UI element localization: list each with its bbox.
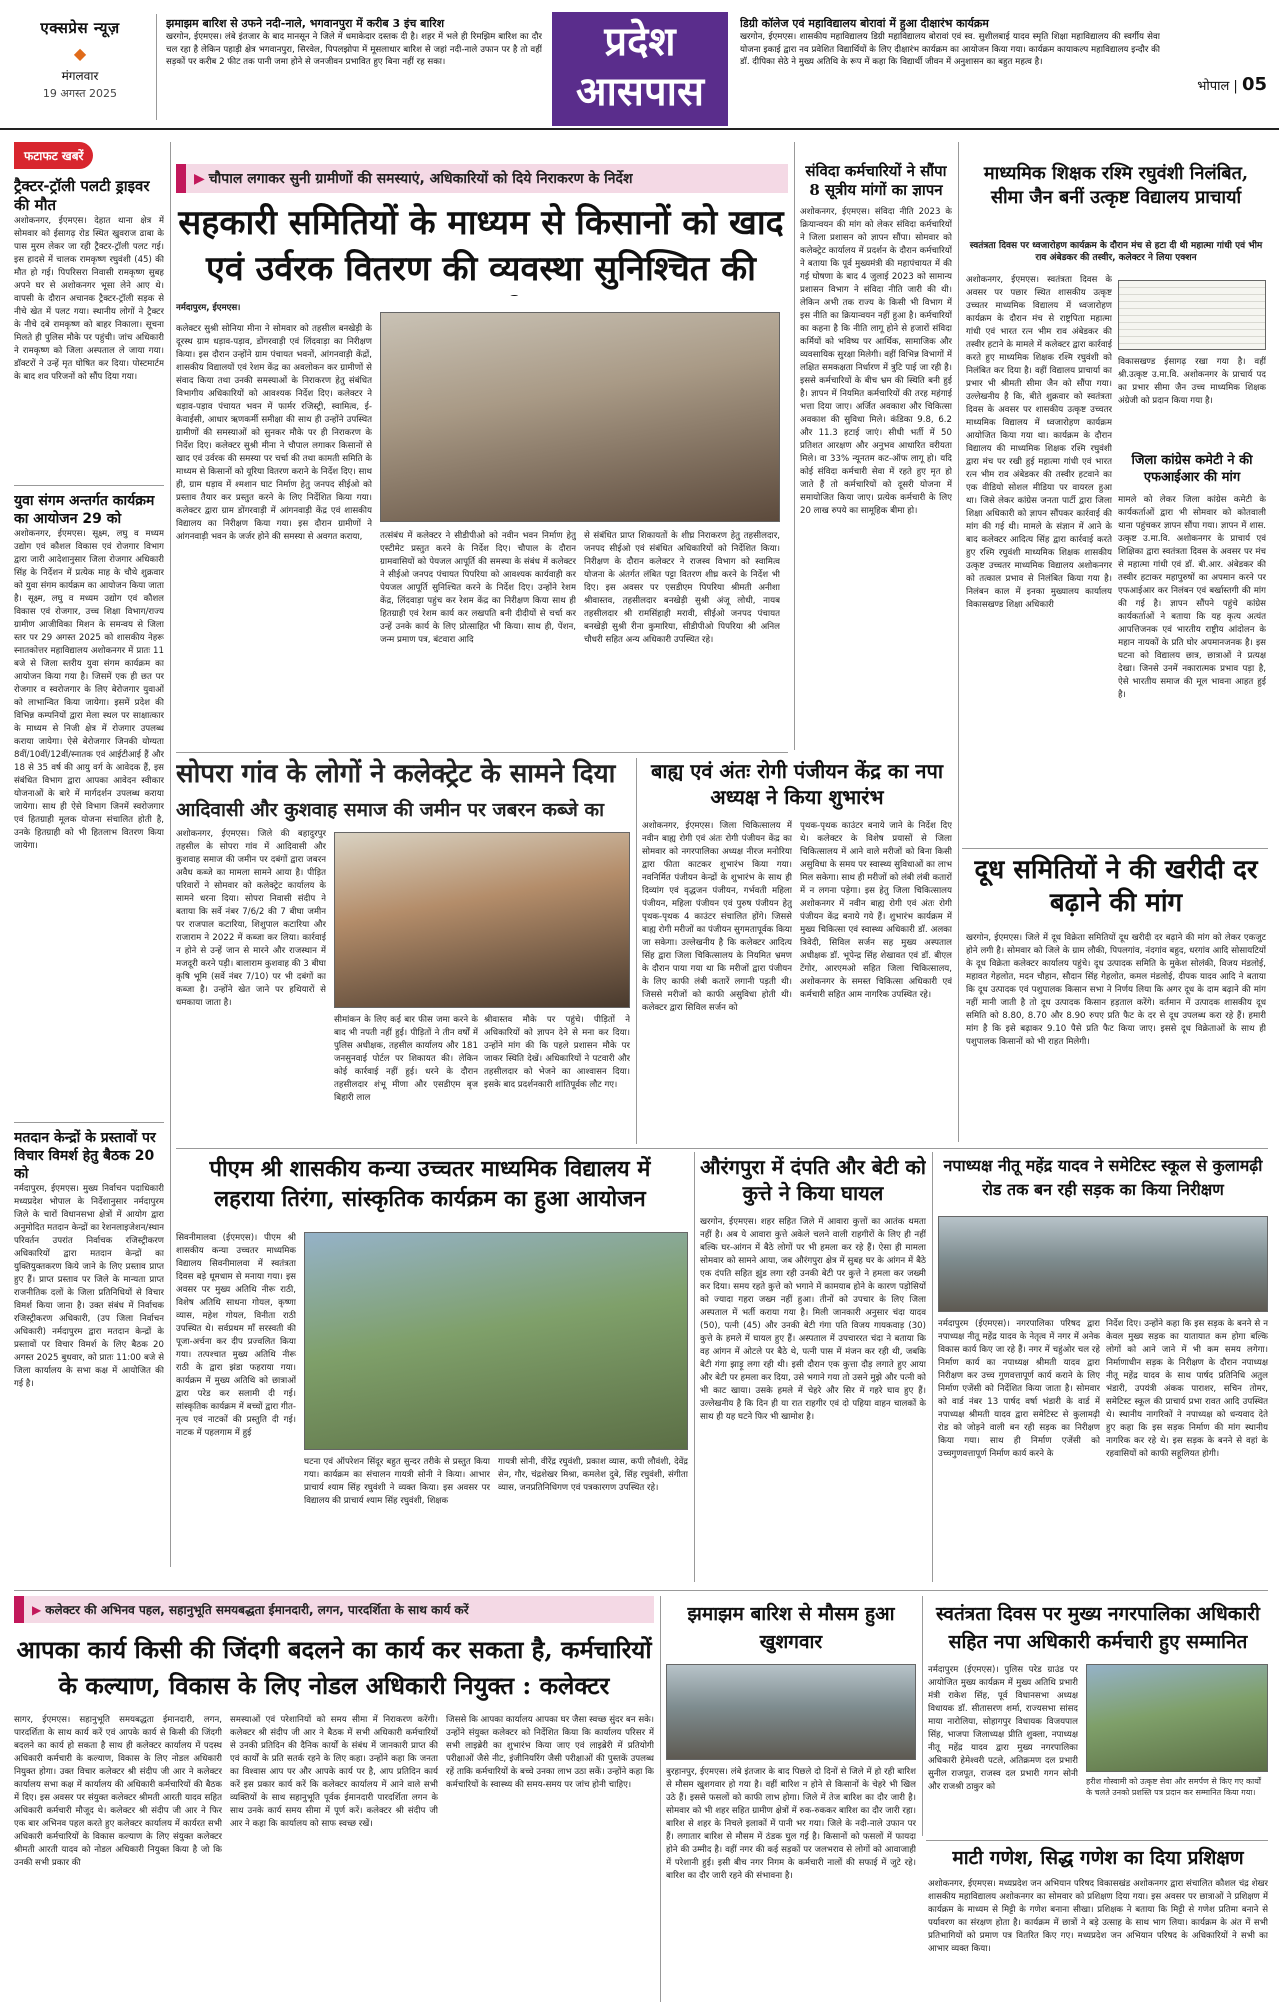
- barish-headline: झमाझम बारिश से मौसम हुआ खुशगवार: [687, 1603, 895, 1653]
- lead-headline: सहकारी समितियों के माध्यम से किसानों को खाद एवं उर्वरक वितरण की व्यवस्था सुनिश्चित की: [178, 203, 784, 289]
- sopra-photo: [334, 832, 630, 1008]
- column-rule: [922, 1596, 923, 1836]
- page-number: 05: [1241, 74, 1267, 95]
- swatantrata-caption: हरीश गोस्वामी को उत्कृष्ट सेवा और समर्पण से किए गए कार्यों के चलते उनको प्रशस्ति पत्र प्रदान कर सम्मानित किया गया।: [1086, 1777, 1261, 1797]
- triangle-icon: ▶: [32, 1603, 42, 1617]
- column-rule: [636, 758, 637, 1144]
- brand-ornament-icon: ◆: [73, 44, 87, 63]
- issue-day: मंगलवार: [61, 69, 99, 83]
- pmshri-text-2: घटना एवं ऑपरेशन सिंदूर बहुत सुन्दर तरीके से प्रस्तुत किया गया। कार्यक्रम का संचालन गायत्री सोनी ने किया। आभार प्राचार्य श्याम सिंह रघुवंशी ने व्यक्त किया। इस अवसर पर विद्यालय की प्राचार्य श्याम सिंह रघुवंशी, शिक्षक: [304, 1457, 490, 1506]
- lead-col1: [176, 302, 372, 742]
- sopra-text-1: अशोकनगर, ईएमएस। जिले की बहादुरपुर तहसील के सोपरा गांव में आदिवासी और कुशवाह समाज की जमीन पर दबंगों द्वारा जबरन अवैध कब्जे का मामला सामने आया है। पीड़ित परिवारों ने सोमवार को कलेक्ट्रेट कार्यालय के सामने धरना दिया। सोपरा निवासी संदीप ने बताया कि सर्वे नंबर 7/6/2 की 7 बीघा जमीन पर राजपाल कटारिया, शिशुपाल कटारिया और राजाराम ने 2022 में कब्जा कर लिया। कार्रवाई न होने से उन्हें जान से मारने और राजस्थान में मजदूरी करने पड़ी। बालाराम कुशवाह की 3 बीघा कृषि भूमि (सर्वे नंबर 7/10) पर भी दबंगों का कब्जा है। उन्होंने खेत जाने पर हथियारों से धमकाया जाता है।: [176, 829, 326, 1008]
- sagar-text-2: समस्याओं एवं परेशानियों को समय सीमा में निराकरण करेंगी। कलेक्टर श्री संदीप जी आर ने बैठक में सभी अधिकारी कर्मचारियों से उनकी प्रतिदिन की दैनिक कार्यों के संबंध में जानकारी प्राप्त की एवं कार्यों के प्रति सतर्क रहने के लिए कहा। उन्होंने कहा कि जनता का विश्वास आप पर और आपके कार्य पर है, आप प्रतिदिन कार्य करें इस प्रकार कार्य करें कि कलेक्टर कार्यालय में आने वाले सभी व्यक्तियों के साथ सहानुभूति पूर्वक ईमानदारी पारदर्शिता लगन के साथ उनके कार्य समय सीमा में पूर्ण करें। कलेक्टर श्री संदीप जी आर ने कहा कि कार्यालय को साफ स्वच्छ रखें।: [230, 1715, 438, 1829]
- nitu-text-2: निर्देश दिए। उन्होंने कहा कि इस सड़क के बनने से न केवल मुख्य सड़क का यातायात कम होगा बल्कि लोगों को आने जाने में भी कम समय लगेगा। निर्माणाधीन सड़क के निरीक्षण के दौरान नपाध्यक्ष नीतू महेंद्र यादव के साथ पार्षद प्रतिनिधि अतुल भंडारी, उपयंत्री अंकक पाराशर, सचिन तोमर, समेटिस्ट स्कूल की प्राचार्य प्रभा रावत आदि उपस्थित थे। स्थानीय नागरिकों ने नपाध्यक्ष को धन्यवाद देते हुए कहा कि इस सड़क निर्माण की मांग स्थानीय नागरिक कर रहे थे। इस सड़क के बनने से वहां के रहवासियों को काफी सहूलियत होगी।: [1106, 1319, 1268, 1459]
- rail-divider: [14, 485, 164, 486]
- barish-text: बुरहानपुर, ईएमएस। लंबे इंतजार के बाद पिछले दो दिनों से जिले में हो रही बारिश से मौसम खुशगवार हो गया है। वहीं बारिश न होने से किसानों के चेहरे भी खिल उठे हैं। इससे फसलों को काफी लाभ होगा। जिले में तेज बारिश का दौर जारी है। सोमवार को भी शहर सहित ग्रामीण क्षेत्रों में रुक-रुककर बारिश का दौर जारी रहा। बारिश से शहर के निचले इलाकों में पानी भर गया। जिले के नदी-नाले उफान पर हैं। लगातार बारिश से मौसम में ठंडक घुल गई है। किसानों को फसलों में फायदा होने की उम्मीद है। वहीं नगर की कई सड़कों पर जलभराव से लोगों को आवाजाही में परेशानी हुई। इसी बीच नगर निगम के कर्मचारी नालों की सफाई में जुटे रहे। बारिश का दौर जारी रहने की संभावना है।: [666, 1767, 916, 1881]
- column-rule: [660, 1596, 661, 2002]
- pmshri-headline: पीएम श्री शासकीय कन्या उच्चतर माध्यमिक विद्यालय में लहराया तिरंगा, सांस्कृतिक कार्यक्रम का हुआ आयोजन: [209, 1156, 651, 1212]
- left-rail: [14, 142, 164, 1560]
- sagar-headline: आपका कार्य किसी की जिंदगी बदलने का कार्य कर सकता है, कर्मचारियों के कल्याण, विकास के लिए नोडल अधिकारी नियुक्त : कलेक्टर: [16, 1635, 652, 1700]
- column-rule: [932, 1152, 933, 1582]
- rashmi-text-3: मामले को लेकर जिला कांग्रेस कमेटी के कार्यकर्ताओं द्वारा भी सोमवार को कोतवाली थाना पहुंचकर ज्ञापन सौंपा गया। ज्ञापन में शास. उत्कृष्ट उ.मा.वि. अशोकनगर के प्राचार्य एवं शिक्षिका द्वारा स्वतंत्रता दिवस के अवसर पर मंच से महात्मा गांधी एवं डॉ. बी.आर. अंबेडकर की तस्वीर हटाकर महापुरुषों का अपमान करने पर एफआईआर कर निलंबन एवं बर्खास्तगी की मांग की गई है। ज्ञापन सौंपने पहुंचे कांग्रेस कार्यकर्ताओं ने बताया कि यह कृत्य अत्यंत आपत्तिजनक एवं भारतीय राष्ट्रीय आंदोलन के महान नायकों के प्रति घोर अपमानजनक है। इस घटना को विद्यालय छात्र, छात्राओं ने प्रत्यक्ष देखा। जिनसे उनमें नकारात्मक प्रभाव पड़ा है, ऐसे भारतीय समाज की मूल भावना आहत हुई है।: [1118, 495, 1266, 700]
- rashmi-document-image: [1118, 280, 1266, 350]
- doodh-headline: दूध समितियों ने की खरीदी दर बढ़ाने की मांग: [974, 855, 1258, 918]
- section-title: [552, 12, 728, 126]
- pmshri-text-1: सिवनीमालवा (ईएमएस)। पीएम श्री शासकीय कन्या उच्चतर माध्यमिक विद्यालय सिवनीमालवा में स्वतंत्रता दिवस बड़े धूमधाम से मनाया गया। इस अवसर पर मुख्य अतिथि नीरू राठी, विशेष अतिथि साधना गोयल, कृष्णा व्यास, महेश गोयल, विनीता राठी उपस्थित थे। सर्वप्रथम माँ सरस्वती की पूजा-अर्चना कर दीप प्रज्वलित किया गया। तत्पश्चात मुख्य अतिथि नीरू राठी के द्वारा झंडा फहराया गया। कार्यक्रम में मुख्य अतिथि को छात्राओं द्वारा परेड कर सलामी दी गई। सांस्कृतिक कार्यक्रम में बच्चों द्वारा गीत-नृत्य एवं नाटकों की प्रस्तुति दी गई। नाटक में पहलगाम में हुई: [176, 1233, 296, 1438]
- swatantrata-headline: स्वतंत्रता दिवस पर मुख्य नगरपालिका अधिकारी सहित नपा अधिकारी कर्मचारी हुए सम्मानित: [936, 1603, 1260, 1653]
- aurang-headline: औरंगपुरा में दंपति और बेटी को कुत्ते ने किया घायल: [700, 1155, 926, 1205]
- section-title-line2: आसपास: [575, 68, 705, 115]
- rashmi-headline: माध्यमिक शिक्षक रश्मि रघुवंशी निलंबित, सीमा जैन बनीं उत्कृष्ट विद्यालय प्राचार्या: [983, 163, 1249, 208]
- samvida-title: संविदा कर्मचारियों ने सौंपा 8 सूत्रीय मांगों का ज्ञापन: [805, 162, 947, 199]
- rail-story3-title: मतदान केन्द्रों के प्रस्तावों पर विचार विमर्श हेतु बैठक 20 को: [14, 1130, 156, 1182]
- masthead-story-left-title: झमाझम बारिश से उफने नदी-नाले, भगवानपुरा में करीब 3 इंच बारिश: [166, 17, 445, 30]
- samvida-text: अशोकनगर, ईएमएस। संविदा नीति 2023 के क्रियान्वयन की मांग को लेकर संविदा कर्मचारियों ने जिला प्रशासन को ज्ञापन सौंपा। सोमवार को कलेक्ट्रेट कार्यालय में प्रदर्शन के दौरान कर्मचारियों ने बताया कि पूर्व मुख्यमंत्री की महापंचायत में की गई घोषणा के बाद 4 जुलाई 2023 को सामान्य प्रशासन विभाग ने संविदा नीति जारी की थी। लेकिन अभी तक राज्य के किसी भी विभाग में इस नीति का क्रियान्वयन नहीं हुआ है। कर्मचारियों का कहना है कि नीति लागू होने से हजारों संविदा कर्मियों को भविष्य पर आर्थिक, सामाजिक और व्यवसायिक सुरक्षा मिलेगी। वहीं विभिन्न विभागों में लक्षित समकक्षता निर्धारण में त्रुटि पाई जा रही है। इससे कर्मचारियों के बीच भ्रम की स्थिति बनी हुई है। ज्ञापन में नियमित कर्मचारियों की तरह महंगाई भत्ता दिया जाए। अर्जित अवकाश और चिकित्सा अवकाश की सुविधा मिले। कंडिका 9.8, 6.2 और 11.3 हटाई जाएं। सीधी भर्ती में 50 प्रतिशत आरक्षण और अनुभव आधारित वरीयता मिले। वा 33% न्यूनतम कट-ऑफ लागू हो। यदि कोई संविदा कर्मचारी सेवा में रहते हुए मृत हो जाते हैं तो कर्मचारियों को दूसरी योजना में समायोजित किया जाए। प्रत्येक कर्मचारी के लिए 20 लाख रुपये का सामूहिक बीमा हो।: [800, 207, 952, 516]
- swatantrata-text: नर्मदापुरम (ईएमएस)। पुलिस परेड ग्राउंड पर आयोजित मुख्य कार्यक्रम में मुख्य अतिथि प्रभारी मंत्री राकेश सिंह, पूर्व विधानसभा अध्यक्ष विधायक डॉ. सीतासरण शर्मा, राज्यसभा सांसद माया नारोलिया, सोहागपुर विधायक विजयपाल सिंह, भाजपा जिलाध्यक्ष प्रीति शुक्ला, नपाध्यक्ष नीतू महेंद्र यादव द्वारा मुख्य नगरपालिका अधिकारी हेमेश्वरी पटले, अतिक्रमण दल प्रभारी सुनील राजपूत, राजस्व दल प्रभारी गगन सोनी और राजश्री ठाकुर को: [928, 1665, 1078, 1792]
- lead-dateline: नर्मदापुरम, ईएमएस।: [176, 303, 241, 313]
- bal-text-2: पृथक-पृथक काउंटर बनाये जाने के निर्देश दिए थे। कलेक्टर के विशेष प्रयासों से जिला चिकित्सालय में आने वाले मरीजों को बिना किसी असुविधा के समय पर स्वास्थ्य सुविधाओं का लाभ मिल सकेगा। साथ ही मरीजों को लंबी लंबी कतारों में न लगना पड़ेगा। इस हेतु जिला चिकित्सालय अशोकनगर में नवीन बाह्य रोगी एवं अंतः रोगी पंजीयन केंद्र बनाये गये हैं। शुभारंभ कार्यक्रम में मुख्य चिकित्सा एवं स्वास्थ्य अधिकारी डॉ. अलका त्रिवेदी, सिविल सर्जन सह मुख्य अस्पताल अधीक्षक डॉ. भूपेन्द्र सिंह शेखावत एवं डॉ. बीएल टेंगोर, आरएमओ सहित जिला चिकित्सालय, अशोकनगर के समस्त चिकित्सा अधिकारी एवं कर्मचारी सहित आम नागरिक उपस्थित रहे।: [800, 821, 952, 1000]
- sagar-text-1: सागर, ईएमएस। सहानुभूति समयबद्धता ईमानदारी, लगन, पारदर्शिता के साथ कार्य करें एवं आपके कार्य से किसी की जिंदगी बदलने का कार्य हो सकता है साथ ही कलेक्टर कार्यालय में पदस्थ अधिकारी कर्मचारी के कल्याण, विकास के लिए नोडल अधिकारी नियुक्त होगा। उक्त विचार कलेक्टर श्री संदीप जी आर ने कलेक्टर कार्यालय सभा कक्ष में कार्यालय की अधिकारी कर्मचारियों की बैठक में दिए। इस अवसर पर संयुक्त कलेक्टर श्रीमती आरती यादव सहित अधिकारी कर्मचारी मौजूद थे। कलेक्टर श्री संदीप जी आर ने फिर एक बार अभिनव पहल करते हुए कलेक्टर कार्यालय में कार्यरत सभी अधिकारी कर्मचारियों के विकास कल्याण के लिए संयुक्त कलेक्टर श्रीमती आरती यादव को नोडल अधिकारी नियुक्त किया है जो कि उनकी सभी प्रकार की: [14, 1715, 222, 1868]
- rashmi-text-2: विकासखण्ड ईसागढ़ रखा गया है। वहीं श्री.उत्कृष्ट उ.मा.वि. अशोकनगर के प्राचार्य पद का प्रभार सीमा जैन उच्च माध्यमिक शिक्षक अंग्रेजी को प्रदान किया गया है।: [1118, 357, 1266, 406]
- quick-news-tag: फटाफट खबरें: [14, 142, 93, 169]
- masthead: [0, 0, 1279, 130]
- doodh-text: खरगोन, ईएमएस। जिले में दूध विक्रेता समितियों दूध खरीदी दर बढ़ाने की मांग को लेकर एकजुट होने लगी है। सोमवार को जिले के ग्राम लौकी, पिपलगांव, नंदगांव बहुद, धरगांव आदि सोसायटियों के दूध विक्रेता कलेक्टर कार्यालय पहुंचे। दूध उत्पादक समिति के मुकेश सोलंकी, विजय मंडलोई, महावत गेहलोत, मदन चौहान, सौदान सिंह गेहलोत, कमल मंडलोई, दीपक यादव आदि ने बताया कि दूध उत्पादक एवं पशुपालक किसान सभा ने निर्णय लिया कि अगर दूध के दाम बढ़ाने की मांग नहीं मानी जाती है तो दूध उत्पादक किसान हड़ताल करेंगे। वर्तमान में उत्पादक शासकीय दूध समिति को 8.80, 8.70 और 8.90 रुपए प्रति फैट के दर से दूध उपलब्ध करा रहे हैं। हमारी मांग है कि इसे बढ़ाकर 9.10 पैसे प्रति फैट किया जाए। इससे दूध विक्रेताओं के साथ ही पशुपालक किसानों को भी राहत मिलेगी।: [966, 933, 1266, 1047]
- brand-name: एक्सप्रेस न्यूज़: [40, 19, 120, 37]
- page-city: भोपाल: [1197, 79, 1230, 94]
- column-rule: [794, 142, 795, 750]
- section-divider: [926, 1840, 1268, 1841]
- section-divider: [176, 1148, 1268, 1149]
- masthead-story-left-text: खरगोन, ईएमएस। लंबे इंतजार के बाद मानसून ने जिले में धमाकेदार दस्तक दी है। शहर में भले ही रिमझिम बारिश का दौर चल रहा है लेकिन पहाड़ी क्षेत्र भगवानपुरा, सिरवेल, पिपलझोपा में मूसलाधार बारिश से जहां नदी-नाले उफान पर है तो वहीं सड़कों पर करीब 2 फीट तक पानी जमा होने से जनजीवन प्रभावित हुए बिना नहीं रह सका।: [166, 32, 542, 67]
- masthead-story-left: [166, 16, 542, 124]
- lead-text-1: कलेक्टर सुश्री सोनिया मीना ने सोमवार को तहसील बनखेड़ी के दूरस्थ ग्राम धड़ाव-पड़ाव, डोंगरवाड़ी एवं लिंदवाड़ा का निरीक्षण किया। इस दौरान उन्होंने ग्राम पंचायत भवनों, आंगनवाड़ी केंद्रों, शासकीय विद्यालयों एवं रेशम केंद्र का अवलोकन कर ग्रामीणों से संवाद किया तथा उनकी समस्याओं के निराकरण हेतु संबंधित विभागीय अधिकारियों को आवश्यक निर्देश दिए। कलेक्टर ने धड़ाव-पड़ाव पंचायत भवन में फार्मर रजिस्ट्री, स्वामित्व, ई-केवाईसी, आधार ऋणकर्मी समीक्षा की साथ ही उन्होंने उपस्थित ग्रामीणों की समस्याओं को सुनकर मौके पर ही निराकरण के निर्देश दिए। कलेक्टर सुश्री मीना ने चौपाल लगाकर किसानों से खाद एवं उर्वरक की समस्या पर चर्चा की तथा कामती समिति के माध्यम से किसानों को यूरिया वितरण कराने के निर्देश दिए। साथ ही, ग्राम धड़ाव में श्मशान घाट निर्माण हेतु जनपद सीईओ को प्रस्ताव तैयार कर प्रस्तुत करने के लिए निर्देशित किया गया। कलेक्टर द्वारा ग्राम डोंगरवाड़ी में आंगनवाड़ी केंद्र एवं शासकीय विद्यालय का निरीक्षण किया गया। इस दौरान ग्रामीणों ने आंगनवाड़ी भवन के जर्जर होने की समस्या से अवगत कराया,: [176, 324, 372, 542]
- issue-date: 19 अगस्त 2025: [42, 87, 118, 100]
- lead-kicker: [176, 164, 788, 194]
- samvida-story: [800, 162, 952, 752]
- mati-text: अशोकनगर, ईएमएस। मध्यप्रदेश जन अभियान परिषद विकासखंड अशोकनगर द्वारा संचालित कौशल चंद्र शेखर शासकीय महाविद्यालय अशोकनगर का सोमवार को प्रशिक्षण दिया गया। इस अवसर पर छात्राओं ने प्रशिक्षण में कार्यक्रम के माध्यम से मिट्टी के गणेश बनाना सीखा। प्रशिक्षक ने बताया कि मिट्टी से गणेश प्रतिमा बनाने से पर्यावरण का संरक्षण होता है। कार्यक्रम में छात्रों ने बड़े उत्साह के साथ भाग लिया। कार्यक्रम के अंत में सभी प्रतिभागियों को प्रमाण पत्र वितरित किए गए। मध्यप्रदेश जन अभियान परिषद के अधिकारियों ने सभी का आभार व्यक्त किया।: [928, 1879, 1268, 1954]
- bal-headline: बाह्य एवं अंतः रोगी पंजीयन केंद्र का नपा अध्यक्ष ने किया शुभारंभ: [650, 759, 944, 809]
- nitu-headline: नपाध्यक्ष नीतू महेंद्र यादव ने समेटिस्ट स्कूल से कुलामढ़ी रोड तक बन रही सड़क का किया निरीक्षण: [943, 1156, 1263, 1199]
- rail-story2-text: अशोकनगर, ईएमएस। सूक्ष्म, लघु व मध्यम उद्योग एवं कौशल विकास एवं रोजगार विभाग द्वारा जारी आदेशानुसार जिला रोजगार अधिकारी सिंह के निर्देशन में प्रत्येक माह के चौथे शुक्रवार को युवा संगम कार्यक्रम का आयोजन किया जाता है। सूक्ष्म, लघु व मध्यम उद्योग एवं कौशल विकास एवं रोजगार, उच्च शिक्षा विभाग/राज्य ग्रामीण आजीविका मिशन के समन्वय से जिला स्तर पर 29 अगस्त 2025 को शासकीय नेहरू स्नातकोत्तर महाविद्यालय अशोकनगर में प्रातः 11 बजे से जिला स्तरीय युवा संगम कार्यक्रम का आयोजन किया गया है। जिसमें एक ही छत पर रोजगार व स्वरोजगार के लिए बेरोजगार युवाओं को लाभान्वित किया जायेगा। इसमें प्रदेश की विभिन्न कम्पनियों द्वारा मेला स्थल पर साक्षात्कार के माध्यम से निजी क्षेत्र में रोजगार उपलब्ध कराया जायेगा। ऐसे बेरोजगार जिनकी योग्यता 8वीं/10वीं/12वीं/स्नातक एवं आईटीआई हैं और 18 से 35 वर्ष की आयु वर्ग के आवेदक हैं, इस संबंधित विभाग द्वारा आपका आवेदन स्वीकार योजनाओं के बारे में मार्गदर्शन उपलब्ध कराया जायेगा। साथ ही ऐसे विभाग जिनमें स्वरोजगार एवं हितग्राही मूलक योजना संचालित होती है, उनके हितग्राही को भी हितलाभ वितरण किया जायेगा।: [14, 529, 164, 851]
- pmshri-text-3: गायत्री सोनी, वीरेंद्र रघुवंशी, प्रकाश व्यास, कपी लौवंशी, देवेंद्र सेन, गौर, चंद्रशेखर मिश्रा, कमलेश दुबे, सिंह रघुवंशी, संगीता व्यास, जनप्रतिनिधिगण एवं पत्रकारगण उपस्थित रहे।: [498, 1457, 688, 1493]
- rail-story3-text: नर्मदापुरम, ईएमएस। मुख्य निर्वाचन पदाधिकारी मध्यप्रदेश भोपाल के निर्देशानुसार नर्मदापुरम जिले के चारों विधानसभा क्षेत्रों में आयोग द्वारा अनुमोदित मतदान केन्द्रों का रेशनलाइजेशन/स्थान परिवर्तन उपरांत निर्वाचक रजिस्ट्रीकरण अधिकारियों द्वारा मतदान केन्द्रों का युक्तियुक्तकरण किये जाने के लिए प्रस्ताव प्राप्त हुए हैं। प्राप्त प्रस्ताव पर जिले के मान्यता प्राप्त राजनीतिक दलों के जिला प्रतिनिधियों से विचार विमर्श किया जाना है। उक्त संबंध में निर्वाचक रजिस्ट्रीकरण अधिकारी, (उप जिला निर्वाचन अधिकारी) नर्मदापुरम द्वारा मतदान केन्द्रों के प्रस्तावों पर विचार विमर्श के लिए बैठक 20 अगस्त 2025 बुधवार, को प्रातः 11:00 बजे से जिला कार्यालय के सभा कक्ष में आयोजित की गई है।: [14, 1184, 164, 1389]
- sagar-text-3: जिससे कि आपका कार्यालय आपका घर जैसा स्वच्छ सुंदर बन सके। उन्होंने संयुक्त कलेक्टर को निर्देशित किया कि कार्यालय परिसर में सभी लाइब्रेरी का शुभारंभ किया जाए एवं लाइब्रेरी में प्रतियोगी परीक्षाओं जैसे नीट, इंजीनियरिंग जैसी परीक्षाओं की पुस्तकें उपलब्ध रहें ताकि कर्मचारियों के बच्चे उनका लाभ उठा सकें। उन्होंने कहा कि कर्मचारियों के स्वास्थ्य की समय-समय पर जांच होनी चाहिए।: [446, 1715, 654, 1790]
- lead-text-2: तत्संबंध में कलेक्टर ने सीडीपीओ को नवीन भवन निर्माण हेतु एस्टीमेट प्रस्तुत करने के निर्देश दिए। चौपाल के दौरान ग्रामवासियों को पेयजल आपूर्ति की समस्या के संबंध में कलेक्टर ने सीईओ जनपद पंचायत पिपरिया को आवश्यक कार्यवाही कर पेयजल आपूर्ति सुनिश्चित करने के निर्देश दिए। उन्होंने रेशम केंद्र, लिंदवाड़ा पहुंच कर रेशम केंद्र का निरीक्षण किया साथ ही हितग्राही एवं रेशम कार्य कर लखपति बनी दीदीयों से चर्चा कर उन्हें उनके कार्य के लिए प्रोत्साहित भी किया। साथ ही, पेंशन, जन्म प्रमाण पत्र, बंटवारा आदि: [380, 531, 576, 645]
- rail-story1-text: अशोकनगर, ईएमएस। देहात थाना क्षेत्र में सोमवार को ईसागढ़ रोड स्थित खुवराज ढाबा के पास मुरम लेकर जा रही ट्रैक्टर-ट्रॉली पलट गई। इस हादसे में चालक रामकृष्ण रघुवंशी (45) की मौत हो गई। पिपरिसरा निवासी रामकृष्ण सुबह अपने घर से अशोकनगर भूसा लेने आए थे। वापसी के दौरान अचानक ट्रैक्टर-ट्रॉली सड़क से नीचे खेत में पलट गया। स्थानीय लोगों ने ट्रैक्टर के नीचे दबे रामकृष्ण को बाहर निकाला। सूचना मिलते ही पुलिस मौके पर पहुंची। जांच अधिकारी ने रामकृष्ण को जिला अस्पताल ले जाया गया। डॉक्टरों ने उन्हें मृत घोषित कर दिया। पोस्टमार्टम के बाद शव परिजनों को सौंप दिया गया।: [14, 216, 164, 382]
- rail-story2-title: युवा संगम अन्तर्गत कार्यक्रम का आयोजन 29 को: [14, 493, 155, 527]
- sagar-kicker-text: कलेक्टर की अभिनव पहल, सहानुभूति समयबद्धता ईमानदारी, लगन, पारदर्शिता के साथ कार्य करें: [45, 1603, 469, 1617]
- lead-photo: [380, 312, 780, 522]
- rashmi-subheadline-2: जिला कांग्रेस कमेटी ने की एफआईआर की मांग: [1131, 453, 1253, 485]
- masthead-story-right: [740, 16, 1160, 124]
- sopra-text-2: सीमांकन के लिए कई बार फीस जमा करने के बाद भी नपती नहीं हुई। पीड़ितों ने तीन वर्षों में पुलिस अधीक्षक, तहसील कार्यालय और 181 जनसुनवाई पोर्टल पर शिकायत की। लेकिन कोई कार्रवाई नहीं हुई। धरने के दौरान तहसीलदार शंभू मीणा और एसडीएम बृज बिहारी लाल: [334, 1015, 478, 1103]
- column-rule: [170, 142, 171, 1567]
- bal-text-1: अशोकनगर, ईएमएस। जिला चिकित्सालय में नवीन बाह्य रोगी एवं अंतः रोगी पंजीयन केंद्र का सोमवार को नगरपालिका अध्यक्ष नीरज मनोरिया द्वारा फीता काटकर शुभारंभ किया गया। नवनिर्मित पंजीयन केन्द्रों के शुभारंभ के साथ ही दिव्यांग एवं वृद्धजन पंजीयन, गर्भवती महिला पंजीयन, महिला पंजीयन एवं पुरुष पंजीयन हेतु पृथक-पृथक 4 काउंटर संचालित होंगे। जिससे बाह्य रोगी मरीजों का पंजीयन सुगमतापूर्वक किया जा सकेगा। उल्लेखनीय है कि कलेक्टर आदित्य सिंह द्वारा जिला चिकित्सालय के नियमित भ्रमण के दौरान पाया गया था कि मरीजों द्वारा पंजीयन के लिए काफी लंबी कतारें लगानी पड़ती थी। जिससे मरीजों को काफी असुविधा होती थी। कलेक्टर द्वारा सिविल सर्जन को: [642, 821, 792, 1013]
- mati-headline: माटी गणेश, सिद्ध गणेश का दिया प्रशिक्षण: [952, 1847, 1244, 1869]
- lead-kicker-text: चौपाल लगाकर सुनी ग्रामीणों की समस्याएं, अधिकारियों को दिये निराकरण के निर्देश: [208, 171, 633, 187]
- page-identifier: भोपाल | 05: [1197, 74, 1267, 95]
- aurang-text: खरगोन, ईएमएस। शहर सहित जिले में आवारा कुत्तों का आतंक थमता नहीं है। अब ये आवारा कुत्ते अकेले चलने वाली राहगीरों के लिए ही नहीं बल्कि घर-आंगन में बैठे लोगों पर भी हमला कर रहे हैं। ऐसा ही मामला सोमवार को सामने आया, जब औरंगपुरा क्षेत्र में सुबह घर के आंगन में बैठे एक दंपति सहित झुंड लगा रही उनकी बेटी पर कुत्ते ने हमला कर जख्मी कर दिया। समय रहते कुत्ते को भगाने में कामयाब होने के कारण पड़ोसियों को ज्यादा गहरा जख्म नहीं हुआ। तीनों को उपचार के लिए जिला अस्पताल में भर्ती कराया गया है। मिली जानकारी अनुसार चंदा यादव (50), पत्नी (45) और उनकी बेटी गंगा पति विजय गायकवाड़ (30) कुत्ते के हमले में घायल हुए हैं। अस्पताल में उपचाररत चंदा ने बताया कि वह आंगन में ओटले पर बैठे थे, पत्नी पास में मंजन कर रही थी, जबकि बेटी गंगा झाड़ू लगा रही थी। इसी दौरान एक कुत्ता दौड़ लगाते हुए आया और बेटी पर हमला कर दिया, उसे भगाने गया तो उसने मुझे और पत्नी को भी काट खाया। उसके हमले में चेहरे और सिर में गहरे घाव हुए हैं। उल्लेखनीय है कि दिन ही या रात राहगीर एवं दो पहिया वाहन चालकों के साथ ही यह घटने फिर भी खामोश है।: [700, 1217, 926, 1422]
- swatantrata-photo: [1086, 1664, 1268, 1772]
- rashmi-subheadline: स्वतंत्रता दिवस पर ध्वजारोहण कार्यक्रम के दौरान मंच से हटा दी थी महात्मा गांधी एवं भीम राव अंबेडकर की तस्वीर, कलेक्टर ने लिया एक्शन: [969, 241, 1263, 263]
- triangle-icon: ▶: [194, 171, 205, 187]
- barish-photo: [666, 1664, 916, 1760]
- sagar-kicker: [14, 1596, 654, 1626]
- rashmi-text-1: अशोकनगर, ईएमएस। स्वतंत्रता दिवस के अवसर पर पछार स्थित शासकीय उत्कृष्ट उच्चतर माध्यमिक विद्यालय में ध्वजारोहण कार्यक्रम के दौरान मंच से राष्ट्रपिता महात्मा गांधी एवं भारत रत्न भीम राव अंबेडकर की तस्वीर हटाने के मामले में कलेक्टर द्वारा कार्रवाई करते हुए माध्यमिक शिक्षक रश्मि रघुवंशी को निलंबित कर दिया है। वहीं विद्यालय प्राचार्या का प्रभार भी श्रीमती सीमा जैन को सौंपा गया। उल्लेखनीय है कि, बीते शुक्रवार को स्वतंत्रता दिवस के अवसर पर शासकीय उत्कृष्ट उच्चतर माध्यमिक विद्यालय में ध्वजारोहण कार्यक्रम आयोजित किया गया था। कार्यक्रम के दौरान विद्यालय की माध्यमिक शिक्षक रश्मि रघुवंशी द्वारा मंच पर रखी हुई महात्मा गांधी एवं भारत रत्न भीम राव अंबेडकर की तस्वीर हटवाने का एक वीडियो सोशल मीडिया पर वायरल हुआ था। जिसे लेकर कांग्रेस जनता पार्टी द्वारा जिला शिक्षा अधिकारी को ज्ञापन सौंपकर कार्रवाई की मांग की गई थी। मामले के संज्ञान में आने के बाद कलेक्टर आदित्य सिंह द्वारा कार्रवाई करते हुए रश्मि रघुवंशी माध्यमिक शिक्षक शासकीय उत्कृष्ट उच्चतर माध्यमिक विद्यालय अशोकनगर को तत्काल प्रभाव से निलंबित किया गया है। निलंबन काल में इनका मुख्यालय कार्यालय विकासखण्ड शिक्षा अधिकारी: [966, 275, 1112, 610]
- nitu-text-1: नर्मदापुरम (ईएमएस)। नगरपालिका परिषद द्वारा नपाध्यक्ष नीतू महेंद्र यादव के नेतृत्व में नगर में अनेक विकास कार्य किए जा रहे हैं। नगर में चहुंओर चल रहे निर्माण कार्य का नपाध्यक्ष श्रीमती यादव द्वारा निरीक्षण कर उच्च गुणवत्तापूर्ण कार्य कराने के लिए निर्माण एजेंसी को निर्देशित किया जाता है। सोमवार को वार्ड नंबर 13 पार्षद वर्षा भंडारी के वार्ड में नपाध्यक्ष श्रीमती यादव द्वारा समेटिस्ट से कुलामढ़ी रोड को जोड़ने वाली बन रही सड़क का निरीक्षण किया गया। साथ ही निर्माण एजेंसी को उच्चगुणवत्तापूर्ण निर्माण कार्य करने के: [938, 1319, 1100, 1459]
- rail-story1-title: ट्रैक्टर-ट्रॉली पलटी ड्राइवर की मौत: [14, 177, 150, 214]
- brand-block: [14, 18, 146, 118]
- sopra-headline: सोपरा गांव के लोगों ने कलेक्ट्रेट के सामने दिया: [176, 759, 616, 789]
- section-divider: [962, 848, 1268, 849]
- masthead-story-right-text: खरगोन, ईएमएस। शासकीय महाविद्यालय डिग्री महाविद्यालय बोरावां एवं स्व. सुशीलबाई यादव स्मृति शिक्षा महाविद्यालय की स्वर्गीय सेवा योजना इकाई द्वारा नव प्रवेशित विद्यार्थियों के लिए दीक्षारंभ कार्यक्रम का आयोजन किया गया। कार्यक्रम कायाकल्प महाविद्यालय इन्दौर की डॉ. दीपिका सेठे ने मुख्य अतिथि के रूप में कहा कि विद्यार्थी जीवन में अनुशासन का बहुत महत्व है।: [740, 32, 1160, 67]
- nitu-photo: [938, 1216, 1268, 1312]
- column-rule: [694, 1152, 695, 1582]
- masthead-story-right-title: डिग्री कॉलेज एवं महाविद्यालय बोरावां में हुआ दीक्षारंभ कार्यक्रम: [740, 17, 989, 30]
- rail-divider: [14, 1122, 164, 1123]
- section-divider: [14, 1590, 1268, 1591]
- sopra-text-3: श्रीवास्तव मौके पर पहुंचे। पीड़ितों ने अधिकारियों को ज्ञापन देने से मना कर दिया। उन्होंने मांग की कि पहले प्रशासन मौके पर जाकर स्थिति देखें। अधिकारियों ने पटवारी और तहसीलदार को भेजने का आश्वासन दिया। इसके बाद प्रदर्शनकारी शांतिपूर्वक लौट गए।: [484, 1015, 630, 1090]
- lead-text-3: से संबंधित प्राप्त शिकायतों के शीघ्र निराकरण हेतु तहसीलदार, जनपद सीईओ एवं संबंधित अधिकारियों को निर्देशित किया। निरीक्षण के दौरान कलेक्टर ने राजस्व विभाग को स्वामित्व योजना के अंतर्गत लंबित पट्टा वितरण शीघ्र करने के निर्देश भी दिए। इस अवसर पर एसडीएम पिपरिया श्रीमती अनीशा श्रीवास्तव, तहसीलदार बनखेड़ी सुश्री अंजू लोधी, नायब तहसीलदार श्री रामसिंहाही मरावी, सीईओ जनपद पंचायत बनखेड़ी सुश्री रीना कुमारिया, सीडीपीओ पिपरिया श्री अनिल चौधरी सहित अन्य अधिकारी उपस्थित रहे।: [584, 531, 780, 645]
- section-divider: [176, 752, 788, 753]
- masthead-divider: [156, 14, 157, 120]
- section-title-line1: प्रदेश: [604, 18, 676, 65]
- column-rule: [958, 142, 959, 1142]
- sopra-subheadline: आदिवासी और कुशवाह समाज की जमीन पर जबरन कब्जे का: [176, 799, 605, 821]
- pmshri-photo: [304, 1232, 688, 1450]
